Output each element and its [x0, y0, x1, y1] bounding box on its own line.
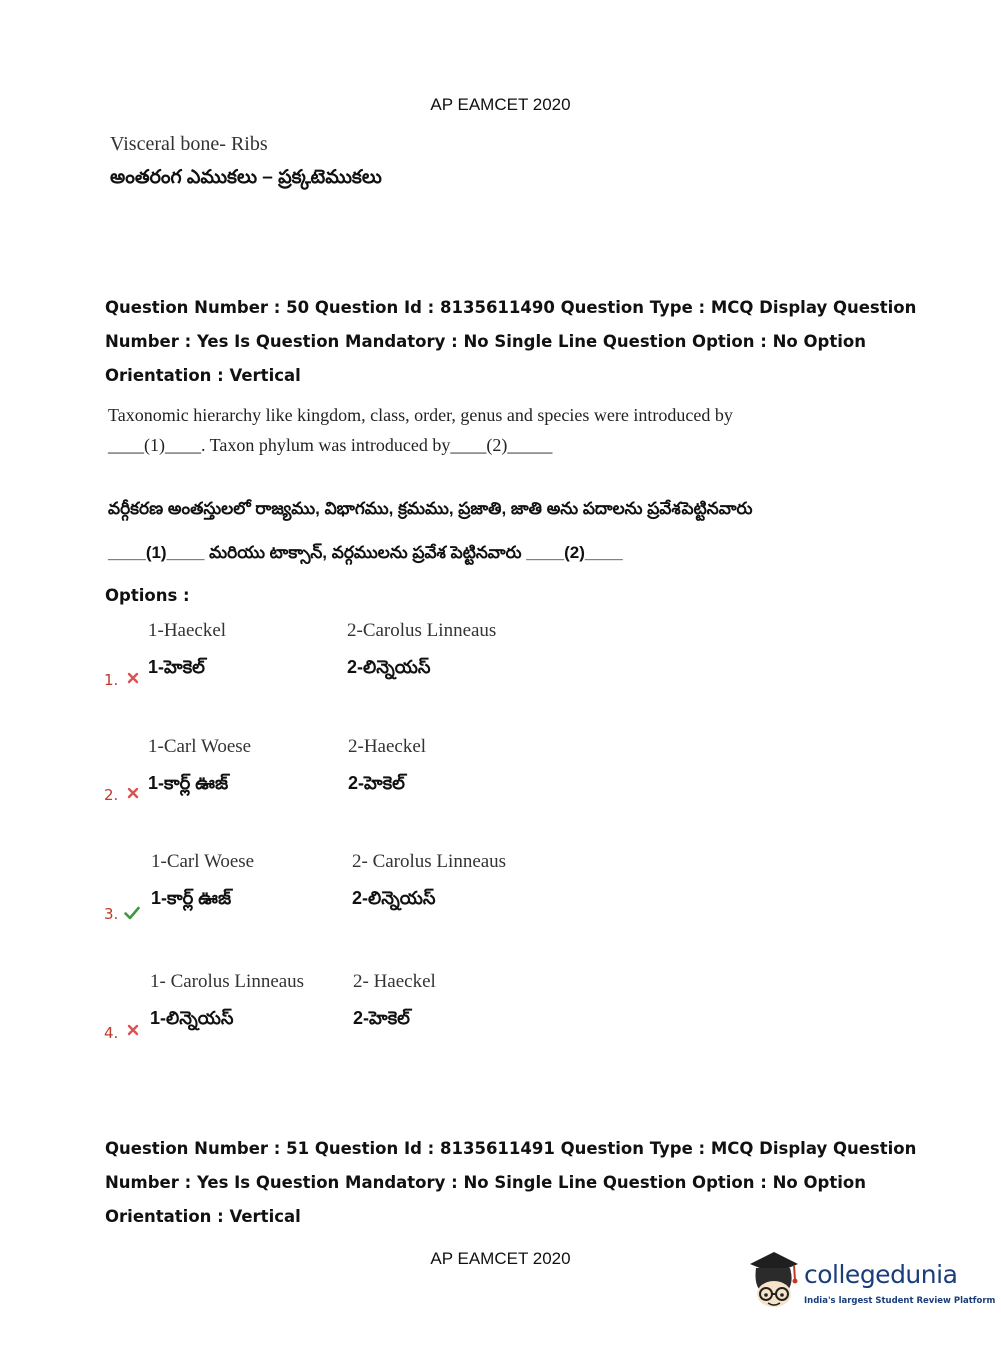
collegedunia-logo[interactable]	[742, 1248, 996, 1318]
question-50-text-telugu	[108, 487, 752, 575]
option-number: 4.	[104, 1024, 119, 1042]
option-1-b-telugu: 2-లిన్నెయస్	[347, 657, 431, 677]
page-header: AP EAMCET 2020	[430, 95, 571, 114]
previous-answer-telugu: అంతరంగ ఎముకలు – ప్రక్కటెముకలు	[110, 167, 382, 188]
question-50-text-english	[108, 400, 733, 460]
option-3-b-english: 2- Carolus Linneaus	[352, 851, 507, 872]
student-mascot-icon	[742, 1250, 802, 1314]
logo-name: collegedunia	[804, 1260, 958, 1289]
option-4-a-english: 1- Carolus Linneaus	[150, 971, 305, 992]
question-text-line: ____(1)____. Taxon phylum was introduced by____(2)_____	[108, 435, 553, 455]
option-2-a-english: 1-Carl Woese	[148, 736, 252, 757]
wrong-cross-icon	[127, 787, 139, 799]
logo-tagline: India's largest Student Review Platform	[804, 1296, 996, 1306]
question-text-line: Taxonomic hierarchy like kingdom, class, order, genus and species were introduced by	[108, 405, 733, 425]
option-number: 3.	[104, 905, 119, 923]
option-1-b-english: 2-Carolus Linneaus	[347, 620, 497, 641]
option-4-b-telugu: 2-హెకెల్	[353, 1008, 410, 1028]
correct-check-icon	[124, 906, 140, 920]
option-3-b-telugu: 2-లిన్నెయస్	[352, 888, 436, 908]
option-2-b-english: 2-Haeckel	[348, 736, 427, 757]
question-50-meta	[105, 291, 917, 393]
option-4-a-telugu: 1-లిన్నెయస్	[150, 1008, 234, 1028]
option-4[interactable]	[0, 966, 1001, 1066]
meta-line: Number : Yes Is Question Mandatory : No Single Line Question Option : No Option	[105, 332, 866, 351]
previous-answer-english: Visceral bone- Ribs	[110, 133, 268, 155]
option-2-a-telugu: 1-కార్ల్ ఊజ్	[148, 773, 229, 793]
option-number: 2.	[104, 786, 119, 804]
option-2-b-telugu: 2-హెకెల్	[348, 773, 405, 793]
option-4-b-english: 2- Haeckel	[353, 971, 436, 992]
question-text-line: ____(1)____ మరియు టాక్సాన్, వర్గములను ప్రవేశ పెట్టినవారు ____(2)____	[108, 543, 623, 562]
question-51-meta	[105, 1132, 917, 1234]
page-footer: AP EAMCET 2020	[430, 1249, 571, 1268]
meta-line: Question Number : 51 Question Id : 8135611491 Question Type : MCQ Display Question	[105, 1139, 917, 1158]
wrong-cross-icon	[127, 1024, 139, 1036]
options-label: Options :	[105, 586, 190, 605]
option-number: 1.	[104, 671, 119, 689]
option-3-a-english: 1-Carl Woese	[151, 851, 255, 872]
meta-line: Question Number : 50 Question Id : 8135611490 Question Type : MCQ Display Question	[105, 298, 917, 317]
question-text-line: వర్గీకరణ అంతస్తులలో రాజ్యము, విభాగము, క్రమము, ప్రజాతి, జాతి అను పదాలను ప్రవేశపెట్టినవారు	[108, 499, 753, 518]
option-3[interactable]	[0, 846, 1001, 946]
meta-line: Number : Yes Is Question Mandatory : No Single Line Question Option : No Option	[105, 1173, 866, 1192]
meta-line: Orientation : Vertical	[105, 366, 301, 385]
wrong-cross-icon	[127, 672, 139, 684]
meta-line: Orientation : Vertical	[105, 1207, 301, 1226]
option-1-a-telugu: 1-హెకెల్	[148, 657, 205, 677]
option-1-a-english: 1-Haeckel	[148, 620, 227, 641]
option-3-a-telugu: 1-కార్ల్ ఊజ్	[151, 888, 232, 908]
option-2[interactable]	[0, 731, 1001, 831]
option-1[interactable]	[0, 615, 1001, 715]
